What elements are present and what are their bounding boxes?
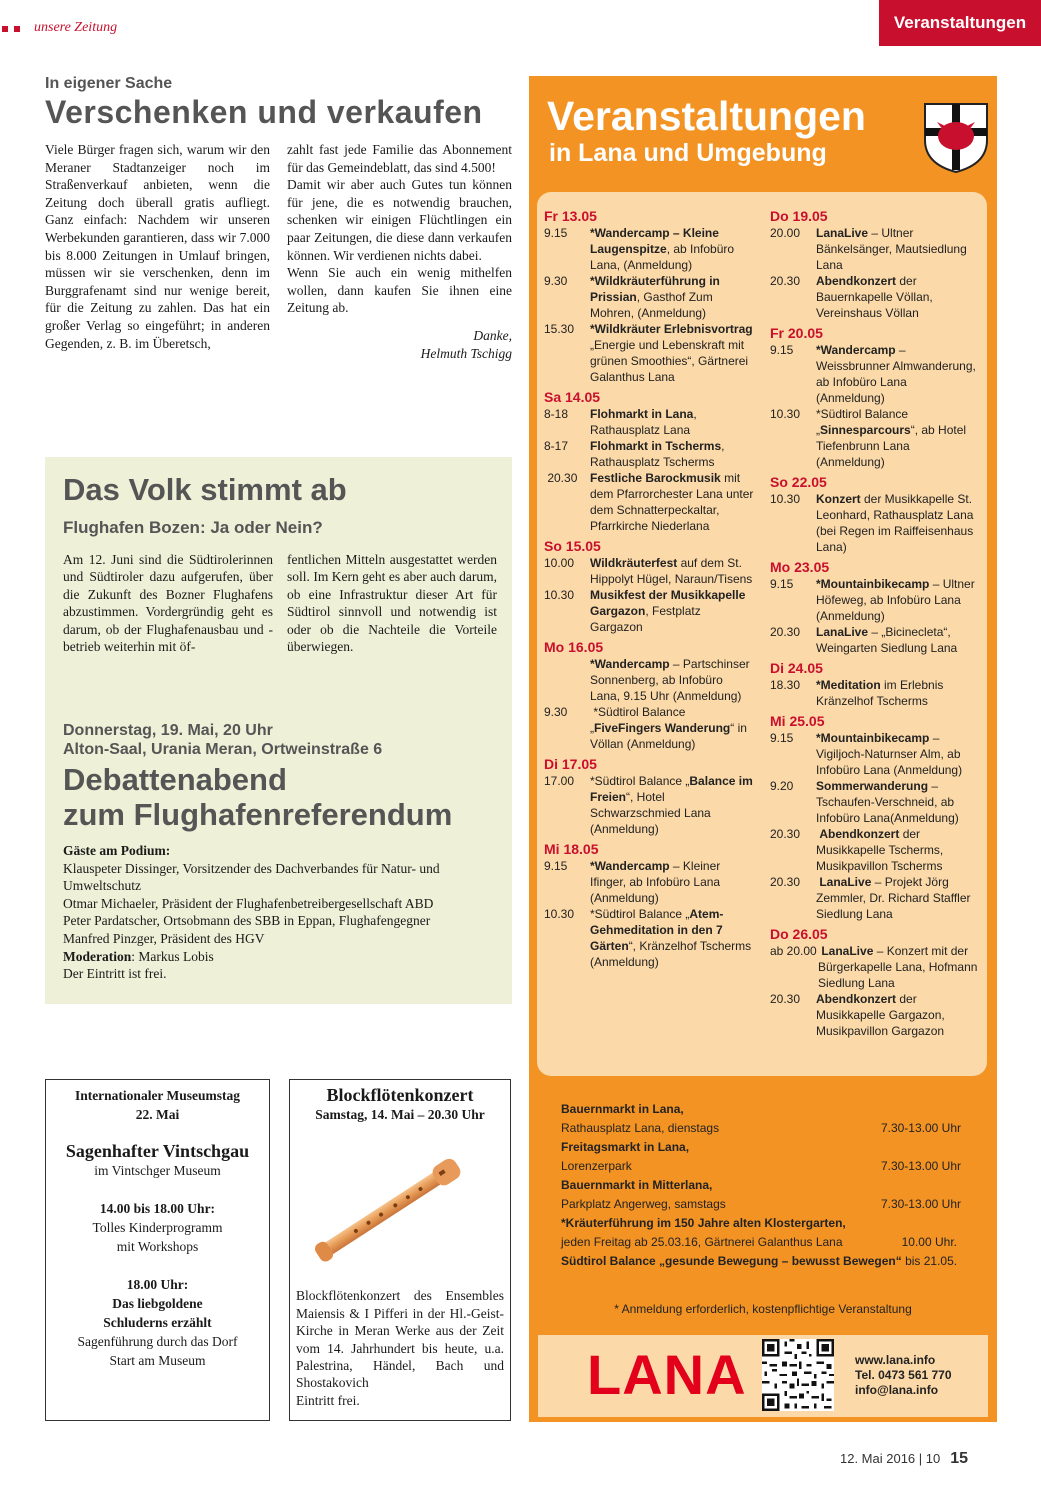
event-description <box>816 576 978 624</box>
market1-place: Rathausplatz Lana, dienstags <box>561 1121 720 1135</box>
event-entry <box>544 858 754 906</box>
museum-day-box <box>45 1079 270 1421</box>
article1-kicker: In eigener Sache <box>45 75 173 92</box>
events-title: Veranstaltungen <box>547 93 866 139</box>
event-details: “, Hotel Schwarzschmied Lana (Anmeldung) <box>590 790 715 836</box>
event-details: *Südtirol Balance „ <box>590 907 690 921</box>
event-day-heading: Di 17.05 <box>544 756 597 772</box>
event-name: Konzert <box>816 492 861 506</box>
event-details: im Erlebnis Kränzelhof Tscherms <box>816 678 947 708</box>
debate-date: Donnerstag, 19. Mai, 20 Uhr <box>63 722 273 739</box>
event-name: LanaLive <box>816 625 869 639</box>
debate-title <box>63 762 452 832</box>
event-description <box>590 555 754 587</box>
event-day-heading: Do 26.05 <box>770 926 828 942</box>
market4-place: jeden Freitag ab 25.03.16, Gärtnerei Galanthus Lana <box>561 1235 843 1249</box>
event-time: 20.30 <box>544 471 578 485</box>
event-description <box>816 991 978 1039</box>
event-details: *Südtirol Balance „ <box>590 705 689 735</box>
referendum-col1: Am 12. Juni sind die Südtirolerinnen und Südtiroler dazu aufgerufen, über die Zukunft des Bozner Flughafens abzustimmen. Vordergründig geht es darum, ob der Flughafenausbau und -betrieb weiterhin mit öf- <box>63 552 273 655</box>
event-entry <box>770 778 978 826</box>
event-time: 8-17 <box>544 439 569 453</box>
museum-desc2a: Das liebgoldene <box>112 1296 203 1311</box>
market2-title: Freitagsmarkt in Lana, <box>561 1140 690 1154</box>
event-details: “ in Völlan (Anmeldung) <box>590 721 751 751</box>
event-time: 9.30 <box>544 274 568 288</box>
event-description <box>816 874 978 922</box>
event-time <box>544 656 590 704</box>
event-description <box>816 730 978 778</box>
event-entry <box>544 656 754 704</box>
event-time: 20.30 <box>770 274 801 288</box>
recorder-flute-image <box>305 1150 475 1270</box>
event-name: Festliche Barockmusik <box>590 471 721 485</box>
museum-line1: Internationaler Museumstag <box>74 1088 241 1103</box>
event-details: , Rathausplatz Tscherms <box>590 439 728 469</box>
publication-logo: unsere Zeitung <box>34 20 118 35</box>
events-column-left <box>544 204 757 970</box>
event-name: *Wandercamp <box>590 657 670 671</box>
event-name: Balance im Freien <box>590 774 757 804</box>
event-time: 8-18 <box>544 407 569 421</box>
market4-time: 10.00 Uhr. <box>901 1235 957 1249</box>
event-name: Abendkonzert <box>816 992 897 1006</box>
event-time: 9.15 <box>544 859 568 873</box>
guest-item: Peter Pardatscher, Ortsobmann des SBB in Eppan, Flughafengegner <box>63 913 431 929</box>
event-description <box>590 773 757 837</box>
event-name: LanaLive <box>816 226 869 240</box>
event-details: “, ab Hotel Tiefenbrunn Lana (Anmeldung) <box>816 423 970 469</box>
market2-time: 7.30-13.00 Uhr <box>880 1159 961 1173</box>
event-entry <box>544 773 757 837</box>
event-time: 9.15 <box>544 226 568 240</box>
event-time: 9.20 <box>770 779 794 793</box>
event-details: – Partschinser Sonnenberg, ab Infobüro Lana, 9.15 Uhr (Anmeldung) <box>590 657 753 703</box>
event-details: – Tschaufen-Verschneid, ab Infobüro Lana(Anmeldung) <box>816 779 959 825</box>
museum-time1: 14.00 bis 18.00 Uhr: <box>99 1201 216 1216</box>
event-entry <box>770 491 978 555</box>
market3-place: Parkplatz Angerweg, samstags <box>561 1197 726 1211</box>
event-time: 9.30 <box>544 705 568 719</box>
event-name: *Wildkräuter Erlebnisvortrag <box>590 322 753 336</box>
event-description <box>590 470 757 534</box>
event-details: *Südtirol Balance „ <box>816 407 912 437</box>
event-details: , Rathausplatz Lana <box>590 407 701 437</box>
signature-line1: Danke, <box>473 327 512 343</box>
event-description <box>816 826 978 874</box>
event-description <box>590 656 754 704</box>
event-name: *Mountainbikecamp <box>816 731 930 745</box>
event-details: *Südtirol Balance „ <box>590 774 690 788</box>
event-entry <box>770 874 978 922</box>
event-description <box>590 225 754 273</box>
concert-text: Blockflötenkonzert des Ensembles Maiensis & I Pifferi in der Hl.-Geist-Kirche in Meran Werke aus der Zeit vom 14. Jahrhundert bis heute, u.a. Palestrina, Händel, Bach und Shostakovich <box>296 1288 504 1391</box>
event-details: der Musikkapelle Gargazon, Musikpavillon Gargazon <box>816 992 949 1038</box>
event-name: Sinnesparcours <box>820 423 911 437</box>
article1-col1-text: Viele Bürger fragen sich, warum wir den Meraner Stadtanzeiger noch im Straßenverkauf anbieten, wenn die Zeitung doch überall gratis aufliegt. Ganz einfach: Nachdem wir unseren Werbekunden garantieren, dass wir 7.000 bis 8.000 Zeitungen in Umlauf bringen, müssen wir sie verschenken, denn im Burggrafenamt sind nur wenige bereit, für die Zeitung zu zahlen. Das hat ein großer Verlag so eingeführt; in anderen Gegenden, z. B. im Überetsch, <box>45 142 270 351</box>
article1-col2-p2: Damit wir aber auch Gutes tun können für jene, die es notwendig brauchen, schenken wir einigen Flüchtlingen ein paar Zeitungen, die diese dann verkaufen können. Wir verdienen nichts dabei. <box>287 177 512 263</box>
event-day-heading: Di 24.05 <box>770 660 823 676</box>
event-entry <box>544 555 754 587</box>
events-column-right <box>770 204 981 1039</box>
museum-desc2d: Start am Museum <box>109 1353 206 1368</box>
debate-event-info <box>63 721 382 759</box>
market3-title: Bauernmarkt in Mitterlana, <box>561 1178 713 1192</box>
header-dots <box>2 26 20 32</box>
museum-desc2b: Schluderns erzählt <box>103 1315 212 1330</box>
museum-time2: 18.00 Uhr: <box>126 1277 189 1292</box>
event-entry <box>544 438 754 470</box>
event-name: *Wandercamp <box>590 859 670 873</box>
concert-title: Blockflötenkonzert <box>326 1085 474 1105</box>
event-day-heading: Mi 25.05 <box>770 713 825 729</box>
events-subtitle: in Lana und Umgebung <box>549 139 827 167</box>
event-name: LanaLive <box>816 875 872 889</box>
registration-note: * Anmeldung erforderlich, kostenpflichtige Veranstaltung <box>614 1302 912 1316</box>
event-entry <box>770 991 978 1039</box>
event-details: der Musikkapelle Tscherms, Musikpavillon Tscherms <box>816 827 947 873</box>
event-entry <box>544 704 754 752</box>
event-description <box>816 677 978 709</box>
museum-line2: 22. Mai <box>135 1107 180 1122</box>
debate-venue: Alton-Saal, Urania Meran, Ortweinstraße 6 <box>63 741 383 758</box>
contact-mail[interactable]: info@lana.info <box>855 1383 939 1397</box>
event-name: *Wandercamp <box>816 343 896 357</box>
event-time: 10.30 <box>544 907 575 921</box>
event-entry <box>544 587 754 635</box>
museum-desc2c: Sagenführung durch das Dorf <box>77 1334 238 1349</box>
article1-col2 <box>287 141 512 362</box>
event-details: – „Bicinecleta“, Weingarten Siedlung Lana <box>816 625 958 655</box>
event-details: auf dem St. Hippolyt Hügel, Naraun/Tisens <box>590 556 753 586</box>
event-name: *Mountainbikecamp <box>816 577 930 591</box>
event-entry <box>770 225 978 273</box>
event-day-heading: Sa 14.05 <box>544 389 601 405</box>
article1-col2-p1: zahlt fast jede Familie das Abonnement für das Gemeindeblatt, das sind 4.500! <box>287 142 512 175</box>
market-info <box>561 1100 961 1271</box>
event-details: – Projekt Jörg Zemmler, Dr. Richard Staffler Siedlung Lana <box>816 875 974 921</box>
article1-title: Verschenken und verkaufen <box>45 94 483 130</box>
event-details: – Kleiner Ifinger, ab Infobüro Lana (Anmeldung) <box>590 859 724 905</box>
event-name: LanaLive <box>818 944 874 958</box>
event-description <box>816 624 978 656</box>
lana-logo: LANA <box>587 1343 747 1406</box>
event-description <box>590 406 754 438</box>
event-day-heading: Mo 23.05 <box>770 559 830 575</box>
event-name: *Wandercamp – Kleine Laugenspitze <box>590 226 723 256</box>
event-entry <box>770 624 978 656</box>
event-details: – Konzert mit der Bürgerkapelle Lana, Hofmann Siedlung Lana <box>818 944 981 990</box>
section-tab: Veranstaltungen <box>879 0 1041 46</box>
event-time: 10.00 <box>544 556 575 570</box>
debate-guest-list <box>63 842 503 983</box>
concert-date: Samstag, 14. Mai – 20.30 Uhr <box>315 1107 485 1122</box>
event-entry <box>770 342 978 406</box>
event-description <box>816 225 978 273</box>
market1-time: 7.30-13.00 Uhr <box>880 1121 961 1135</box>
museum-title: Sagenhafter Vintschgau <box>65 1141 250 1161</box>
market3-time: 7.30-13.00 Uhr <box>880 1197 961 1211</box>
guests-label: Gäste am Podium: <box>63 843 171 858</box>
event-entry <box>770 576 978 624</box>
referendum-title: Das Volk stimmt ab <box>63 472 347 507</box>
event-time: 10.30 <box>544 588 575 602</box>
event-time: 20.00 <box>770 226 801 240</box>
concert-entry: Eintritt frei. <box>296 1392 360 1408</box>
event-entry <box>770 826 978 874</box>
event-time: ab 20.00 <box>770 944 817 958</box>
contact-details <box>855 1353 952 1398</box>
event-description <box>816 273 978 321</box>
event-name: Musikfest der Musikkapelle Gargazon <box>590 588 749 618</box>
event-name: Wildkräuterfest <box>590 556 678 570</box>
event-description <box>818 943 981 991</box>
event-name: *Wildkräuterführung in Prissian <box>590 274 724 304</box>
event-name: *Meditation <box>816 678 881 692</box>
moderation-line <box>63 948 503 966</box>
lana-coat-of-arms-icon <box>923 102 989 174</box>
event-details: mit dem Pfarrorchester Lana unter dem Schnatterpeckaltar, Pfarrkirche Niederlana <box>590 471 757 533</box>
event-time: 20.30 <box>770 992 801 1006</box>
event-day-heading: Fr 13.05 <box>544 208 597 224</box>
event-day-heading: So 22.05 <box>770 474 827 490</box>
article1-signature <box>287 327 512 362</box>
event-time: 17.00 <box>544 774 575 788</box>
event-description <box>590 858 754 906</box>
moderation-label: Moderation <box>63 948 132 964</box>
event-name: Flohmarkt in Tscherms <box>590 439 722 453</box>
event-details: , Gasthof Zum Mohren, (Anmeldung) <box>590 290 717 320</box>
event-entry <box>770 943 981 991</box>
event-time: 9.15 <box>770 731 794 745</box>
event-details: – Ultner Bänkelsänger, Mautsiedlung Lana <box>816 226 971 272</box>
event-details: – Weissbrunner Almwanderung, ab Infobüro Lana (Anmeldung) <box>816 343 980 405</box>
event-entry <box>770 273 978 321</box>
event-details: – Vigiljoch-Naturnser Alm, ab Infobüro Lana (Anmeldung) <box>816 731 964 777</box>
event-name: FiveFingers Wanderung <box>594 721 731 735</box>
event-day-heading: So 15.05 <box>544 538 601 554</box>
event-day-heading: Do 19.05 <box>770 208 828 224</box>
article1-col2-p3: Wenn Sie auch ein wenig mithelfen wollen, dann kaufen Sie ihnen eine Zeitung ab. <box>287 265 512 316</box>
event-day-heading: Fr 20.05 <box>770 325 823 341</box>
market5-title: Südtirol Balance „gesunde Bewegung – bewusst Bewegen“ <box>561 1254 902 1268</box>
guest-item: Klauspeter Dissinger, Vorsitzender des Dachverbandes für Natur- und Umweltschutz <box>63 860 440 894</box>
event-name: Atem-Gehmeditation in den 7 Gärten <box>590 907 727 953</box>
market5-rest: bis 21.05. <box>901 1254 958 1268</box>
museum-place: im Vintschger Museum <box>94 1163 221 1178</box>
event-entry <box>544 225 754 273</box>
guest-item: Otmar Michaeler, Präsident der Flughafenbetreibergesellschaft ABD <box>63 895 434 911</box>
event-details: der Bauernkapelle Völlan, Vereinshaus Völlan <box>816 274 937 320</box>
event-time: 20.30 <box>770 827 801 841</box>
event-description <box>816 491 978 555</box>
debate-title-line2: zum Flughafenreferendum <box>63 797 453 832</box>
event-details: „Energie und Lebenskraft mit grünen Smoothies“, Gärtnerei Galanthus Lana <box>590 322 756 384</box>
article1-col1 <box>45 141 270 352</box>
event-entry <box>770 677 978 709</box>
event-description <box>590 704 754 752</box>
event-entry <box>544 906 754 970</box>
page-footer <box>840 1450 968 1468</box>
event-time: 20.30 <box>770 875 801 889</box>
event-description <box>590 438 754 470</box>
museum-desc1a: Tolles Kinderprogramm <box>92 1220 223 1235</box>
contact-tel: Tel. 0473 561 770 <box>855 1368 952 1382</box>
event-name: Abendkonzert <box>816 274 897 288</box>
entry-note: Der Eintritt ist frei. <box>63 966 167 982</box>
event-description <box>816 342 978 406</box>
event-details: , Festplatz Gargazon <box>590 604 705 634</box>
event-description <box>590 906 754 970</box>
contact-web[interactable]: www.lana.info <box>855 1353 936 1367</box>
event-name: Flohmarkt in Lana <box>590 407 694 421</box>
event-day-heading: Mo 16.05 <box>544 639 604 655</box>
event-entry <box>770 730 978 778</box>
market1-title: Bauernmarkt in Lana, <box>561 1102 684 1116</box>
event-description <box>590 321 754 385</box>
event-details: “, Kränzelhof Tscherms (Anmeldung) <box>590 939 755 969</box>
event-description <box>590 587 754 635</box>
event-name: Abendkonzert <box>816 827 900 841</box>
footer-date: 12. Mai 2016 | 10 <box>840 1451 941 1466</box>
event-time: 20.30 <box>770 625 801 639</box>
event-time: 9.15 <box>770 577 794 591</box>
event-time: 9.15 <box>770 343 794 357</box>
museum-desc1b: mit Workshops <box>116 1239 199 1254</box>
event-description <box>590 273 754 321</box>
event-details: – Ultner Höfeweg, ab Infobüro Lana (Anmeldung) <box>816 577 979 623</box>
event-description <box>816 406 978 470</box>
signature-line2: Helmuth Tschigg <box>420 345 512 361</box>
event-entry <box>770 406 978 470</box>
qr-code-icon <box>762 1338 834 1412</box>
event-name: Sommerwanderung <box>816 779 929 793</box>
guest-item: Manfred Pinzger, Präsident des HGV <box>63 930 265 946</box>
event-details: , ab Infobüro Lana, (Anmeldung) <box>590 242 738 272</box>
event-time: 18.30 <box>770 678 801 692</box>
referendum-subtitle: Flughafen Bozen: Ja oder Nein? <box>63 518 323 537</box>
event-time: 15.30 <box>544 322 575 336</box>
event-time: 10.30 <box>770 407 801 421</box>
event-day-heading: Mi 18.05 <box>544 841 599 857</box>
event-description <box>816 778 978 826</box>
market4-title: *Kräuterführung im 150 Jahre alten Klostergarten, <box>561 1216 846 1230</box>
event-entry <box>544 406 754 438</box>
referendum-col2: fentlichen Mitteln ausgestattet werden soll. Im Kern geht es aber auch darum, ob eine Infrastruktur dieser Art für Südtirol sinnvoll und notwendig ist oder ob die Nachteile die Vorteile überwiegen. <box>287 552 497 655</box>
event-time: 10.30 <box>770 492 801 506</box>
event-entry <box>544 321 754 385</box>
event-entry <box>544 470 757 534</box>
moderation-name: : Markus Lobis <box>131 948 214 964</box>
debate-title-line1: Debattenabend <box>63 762 287 797</box>
event-entry <box>544 273 754 321</box>
market2-place: Lorenzerpark <box>561 1159 632 1173</box>
event-details: der Musikkapelle St. Leonhard, Rathausplatz Lana (bei Regen im Raiffeisenhaus Lana) <box>816 492 977 554</box>
page-number: 15 <box>950 1450 969 1467</box>
